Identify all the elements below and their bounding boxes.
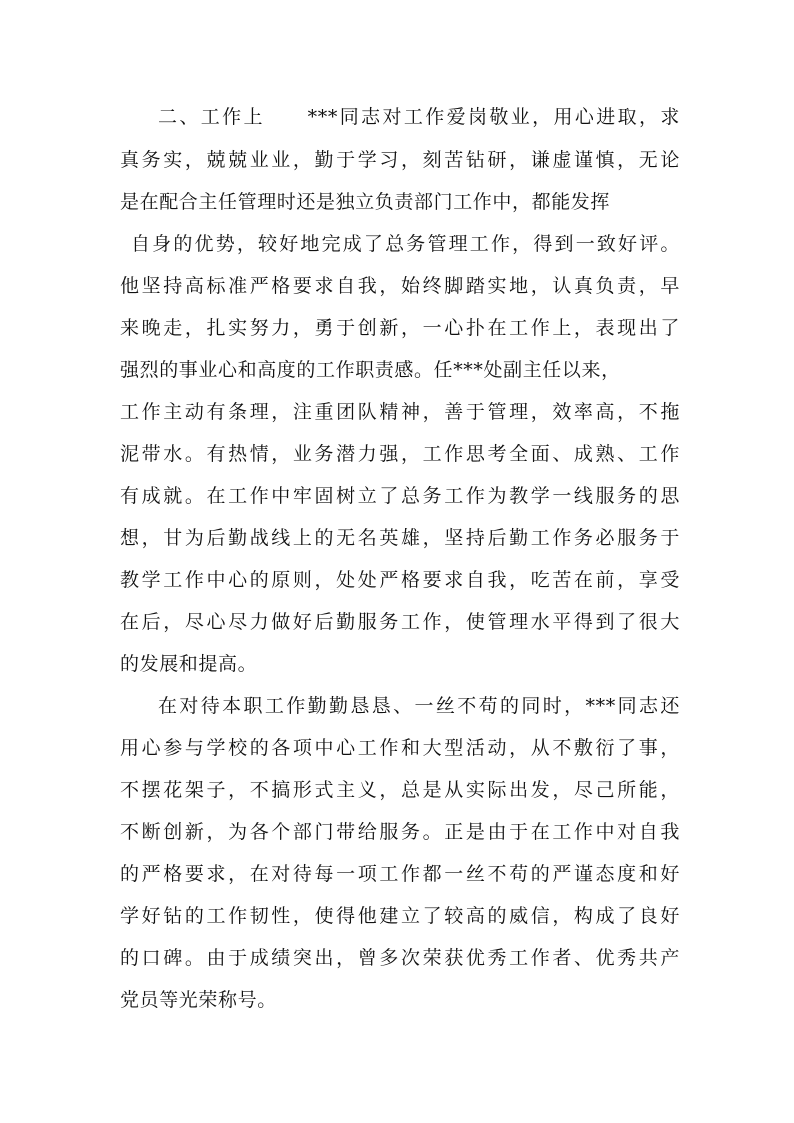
- paragraph-2-line-8: 党员等光荣称号。: [120, 989, 277, 1011]
- paragraph-1-line-6: 来晚走，扎实努力，勇于创新，一心扑在工作上，表现出了: [120, 317, 680, 339]
- paragraph-2-line-7: 的口碑。由于成绩突出，曾多次荣获优秀工作者、优秀共产: [120, 947, 680, 969]
- paragraph-2-line-4: 不断创新，为各个部门带给服务。正是由于在工作中对自我: [120, 821, 680, 843]
- paragraph-1-line-2: 真务实，兢兢业业，勤于学习，刻苦钻研，谦虚谨慎，无论: [120, 149, 680, 171]
- paragraph-1-line-1: 二、工作上 ***同志对工作爱岗敬业，用心进取，求: [158, 106, 680, 128]
- paragraph-2-line-3: 不摆花架子，不搞形式主义，总是从实际出发，尽己所能，: [120, 779, 680, 801]
- paragraph-1-line-5: 他坚持高标准严格要求自我，始终脚踏实地，认真负责，早: [120, 275, 680, 297]
- paragraph-1-line-12: 教学工作中心的原则，处处严格要求自我，吃苦在前，享受: [120, 569, 680, 591]
- paragraph-1-line-4: 自身的优势，较好地完成了总务管理工作，得到一致好评。: [131, 233, 680, 255]
- paragraph-2-line-2: 用心参与学校的各项中心工作和大型活动，从不敷衍了事，: [120, 737, 680, 759]
- paragraph-1-line-10: 有成就。在工作中牢固树立了总务工作为教学一线服务的思: [120, 485, 680, 507]
- paragraph-1-line-14: 的发展和提高。: [120, 653, 258, 675]
- paragraph-2-line-6: 学好钻的工作韧性，使得他建立了较高的威信，构成了良好: [120, 905, 680, 927]
- paragraph-2-line-1: 在对待本职工作勤勤恳恳、一丝不苟的同时，***同志还: [158, 695, 680, 717]
- paragraph-1-line-11: 想，甘为后勤战线上的无名英雄，坚持后勤工作务必服务于: [120, 527, 680, 549]
- paragraph-1-line-3: 是在配合主任管理时还是独立负责部门工作中，都能发挥: [120, 191, 611, 213]
- paragraph-1-line-8: 工作主动有条理，注重团队精神，善于管理，效率高，不拖: [120, 401, 680, 423]
- paragraph-1-line-7: 强烈的事业心和高度的工作职责感。任***处副主任以来，: [120, 359, 621, 381]
- paragraph-1-line-9: 泥带水。有热情，业务潜力强，工作思考全面、成熟、工作: [120, 443, 680, 465]
- paragraph-2-line-5: 的严格要求，在对待每一项工作都一丝不苟的严谨态度和好: [120, 863, 680, 885]
- paragraph-1-line-13: 在后，尽心尽力做好后勤服务工作，使管理水平得到了很大: [120, 611, 680, 633]
